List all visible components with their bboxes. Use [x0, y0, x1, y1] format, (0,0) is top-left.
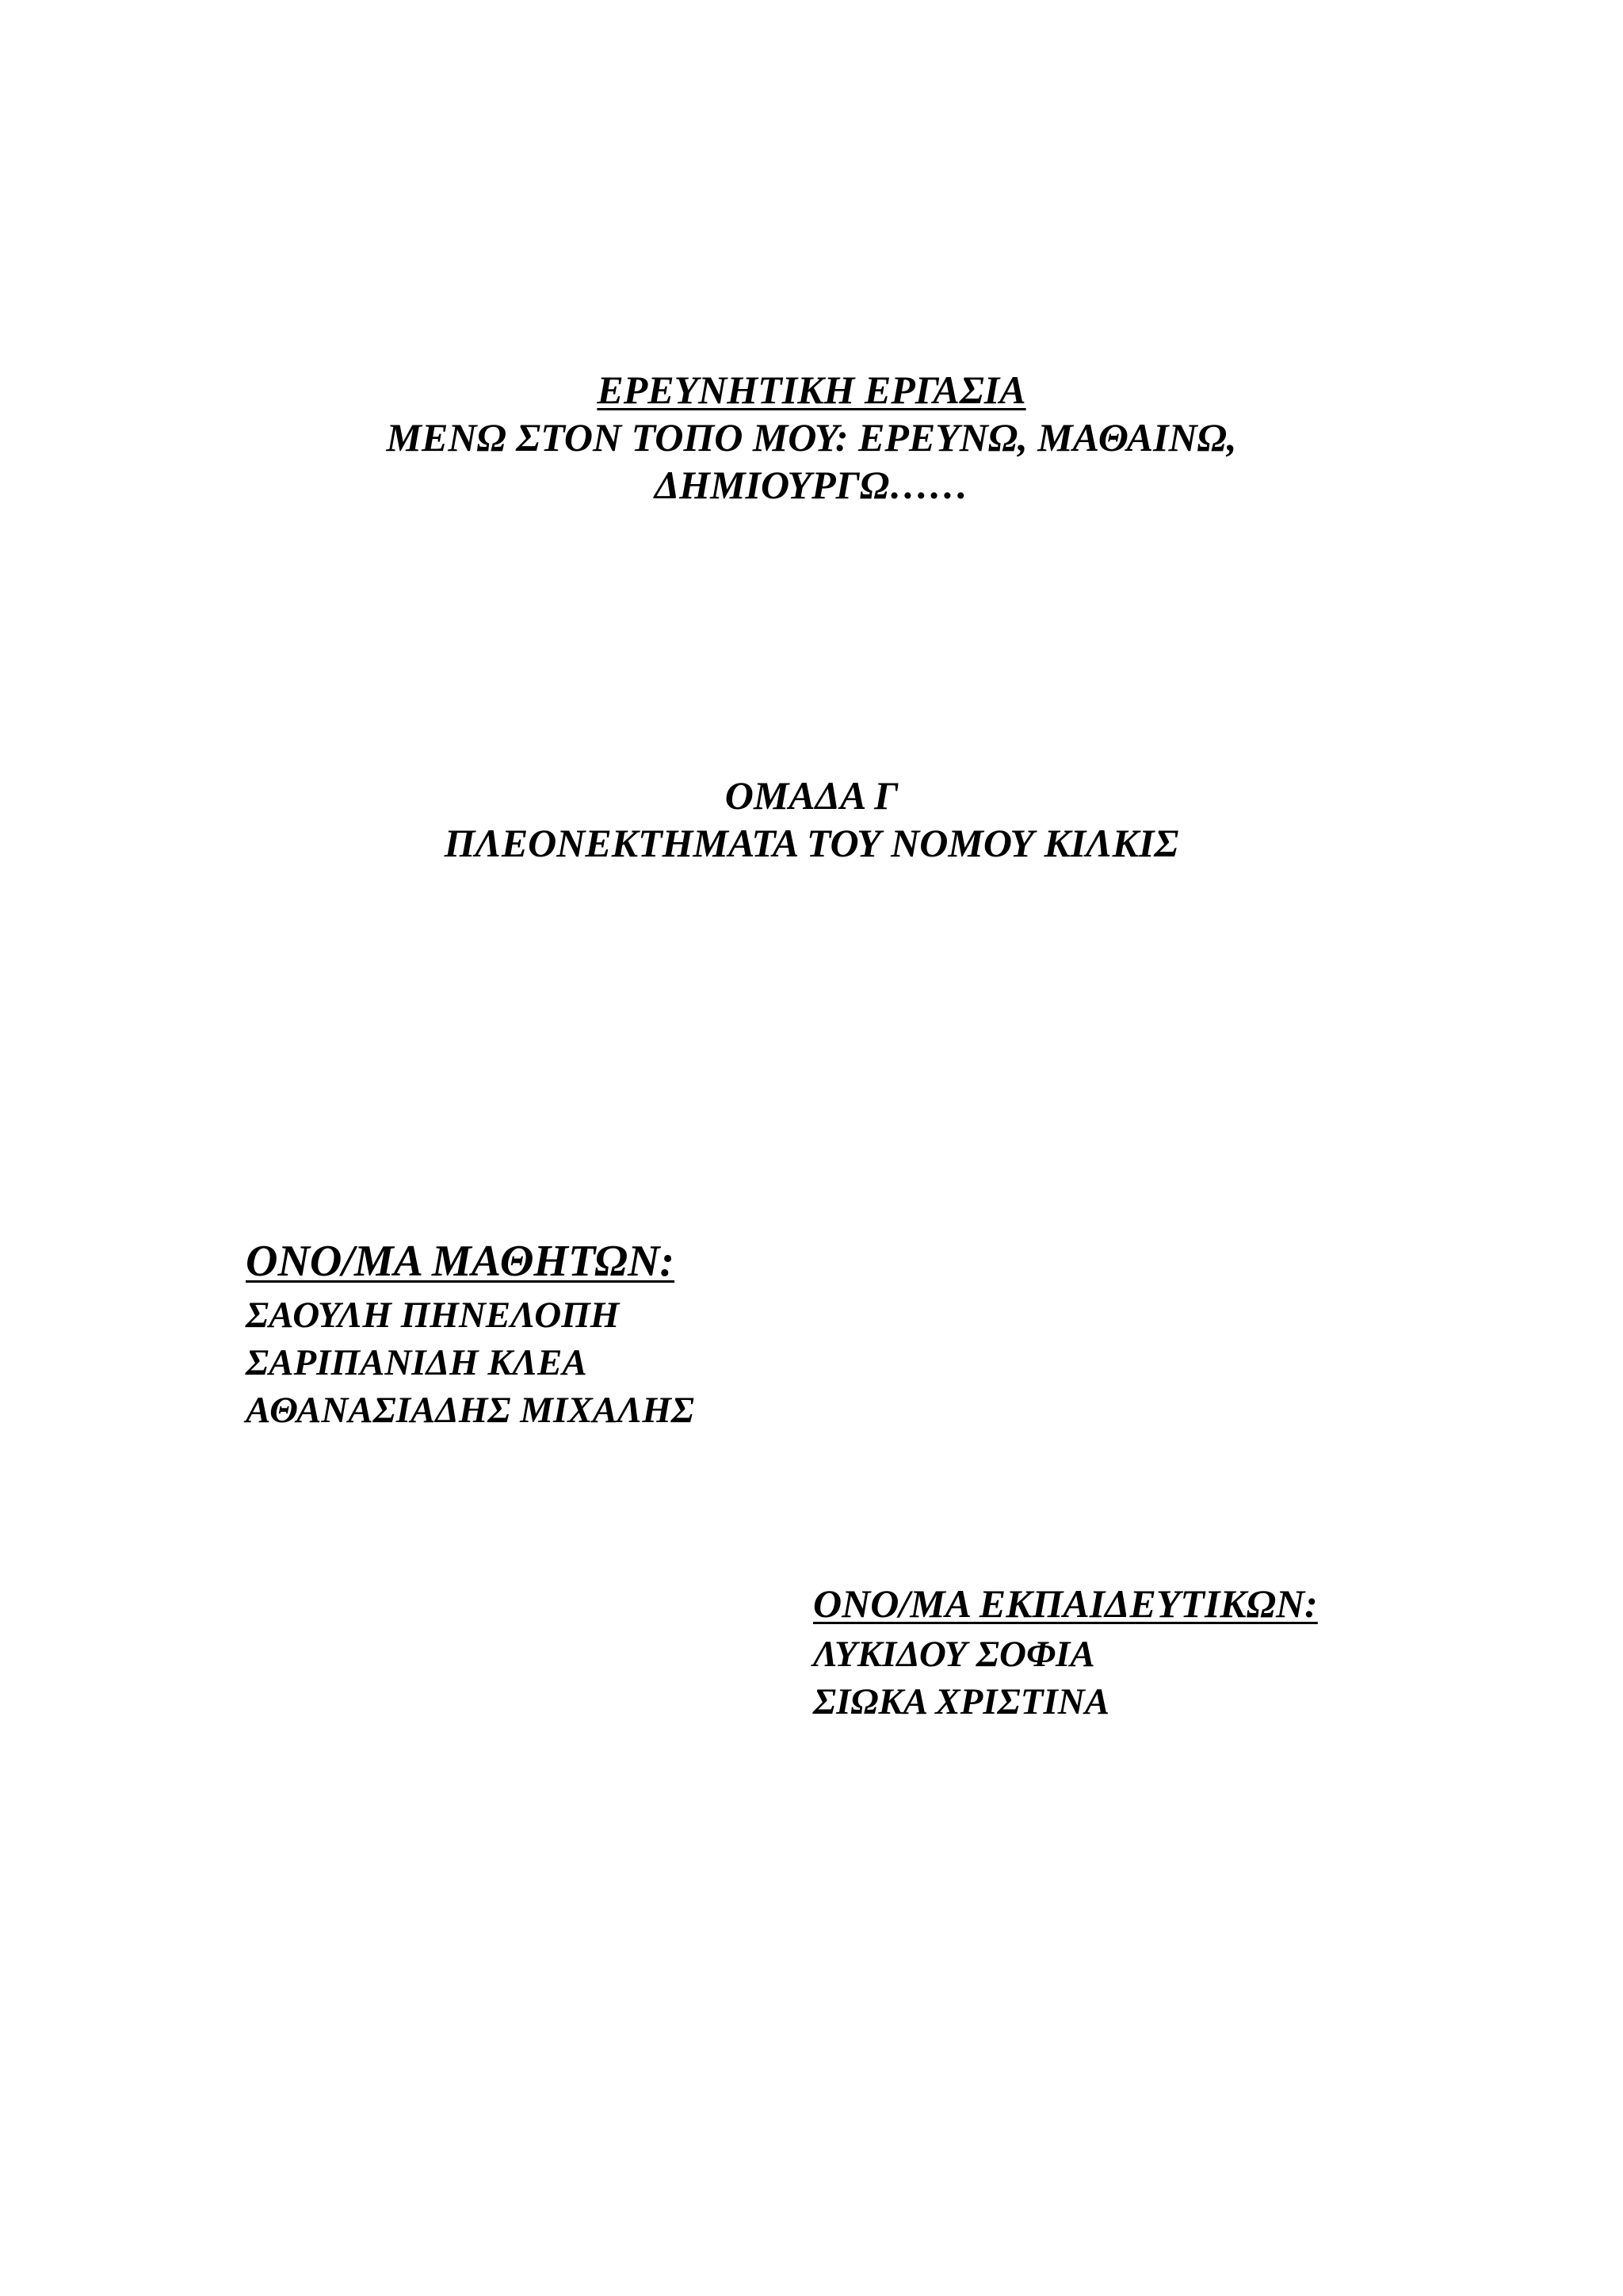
project-title-line-2: ΔΗΜΙΟΥΡΓΩ……: [654, 463, 969, 507]
student-name: ΣΑΡΙΠΑΝΙΔΗ ΚΛΕΑ: [246, 1342, 587, 1384]
student-name: ΑΘΑΝΑΣΙΑΔΗΣ ΜΙΧΑΛΗΣ: [246, 1390, 695, 1432]
teacher-name: ΛΥΚΙΔΟΥ ΣΟΦΙΑ: [813, 1633, 1095, 1675]
student-name: ΣΑΟΥΛΗ ΠΗΝΕΛΟΠΗ: [246, 1295, 620, 1337]
group-name: ΟΜΑΔΑ Γ: [724, 773, 899, 818]
group-block: [0, 772, 1623, 867]
title-block: [0, 366, 1623, 509]
group-topic: ΠΛΕΟΝΕΚΤΗΜΑΤΑ ΤΟΥ ΝΟΜΟΥ ΚΙΛΚΙΣ: [444, 821, 1179, 865]
teachers-heading: ΟΝΟ/ΜΑ ΕΚΠΑΙΔΕΥΤΙΚΩΝ:: [813, 1581, 1318, 1626]
students-block: [246, 1236, 694, 1434]
project-title-line-1: ΜΕΝΩ ΣΤΟΝ ΤΟΠΟ ΜΟΥ: ΕΡΕΥΝΩ, ΜΑΘΑΙΝΩ,: [386, 415, 1237, 460]
document-title: ΕΡΕΥΝΗΤΙΚΗ ΕΡΓΑΣΙΑ: [597, 368, 1026, 412]
teachers-block: [813, 1581, 1318, 1726]
students-heading: ΟΝΟ/ΜΑ ΜΑΘΗΤΩΝ:: [246, 1237, 675, 1286]
teacher-name: ΣΙΩΚΑ ΧΡΙΣΤΙΝΑ: [813, 1680, 1110, 1722]
